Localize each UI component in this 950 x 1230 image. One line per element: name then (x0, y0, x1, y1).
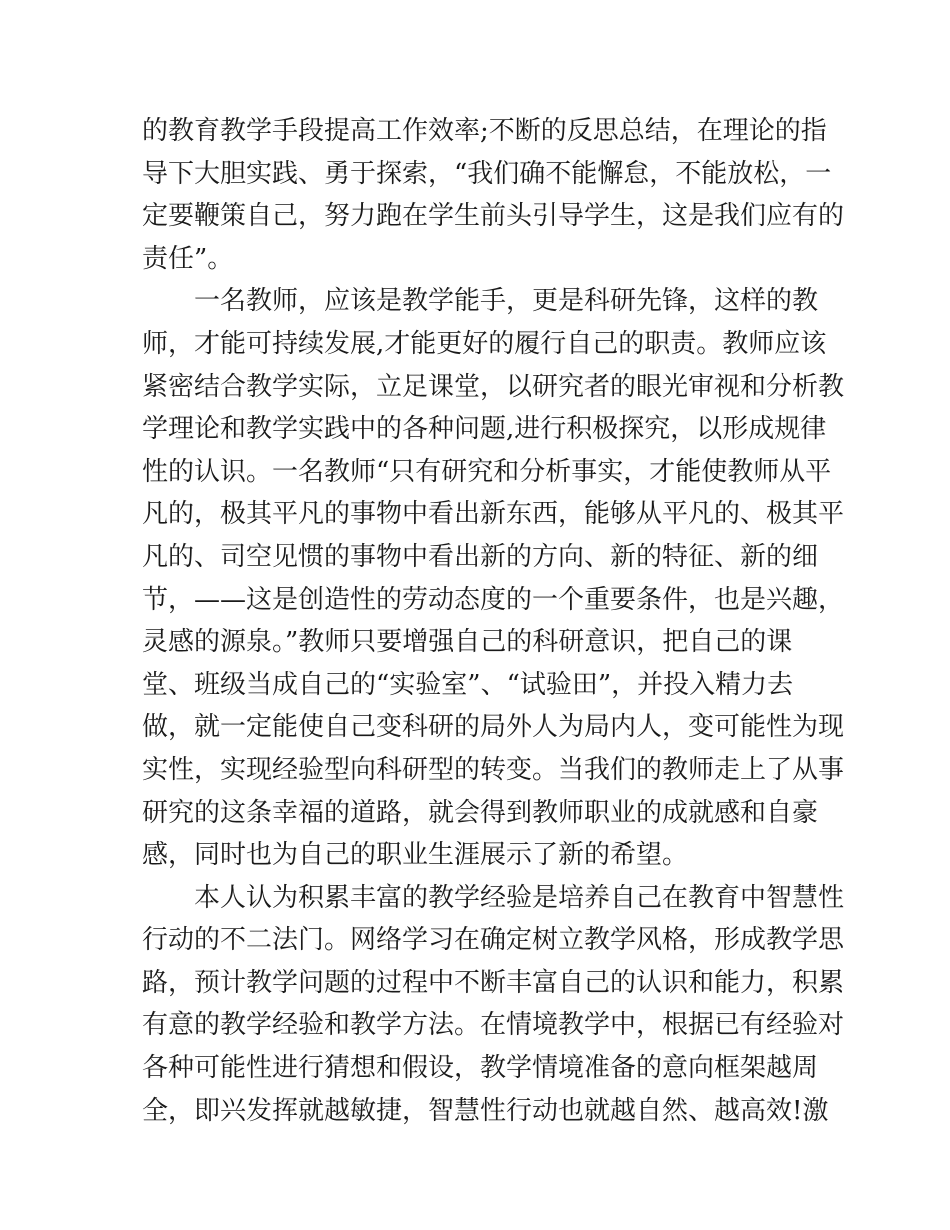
text-line: 行动的不二法门。网络学习在确定树立教学风格，形成教学思 (142, 925, 845, 956)
text-line: 节，——这是创造性的劳动态度的一个重要条件，也是兴趣， (142, 584, 845, 615)
text-line: 各种可能性进行猜想和假设，教学情境准备的意向框架越周 (142, 1053, 819, 1084)
text-line: 性的认识。一名教师“只有研究和分析事实，才能使教师从平 (142, 456, 832, 487)
text-line: 学理论和教学实践中的各种问题,进行积极探究，以形成规律 (142, 414, 827, 445)
text-line: 的教育教学手段提高工作效率;不断的反思总结，在理论的指 (142, 116, 827, 146)
text-line: 研究的这条幸福的道路，就会得到教师职业的成就感和自豪 (142, 797, 819, 828)
text-line: 定要鞭策自己，努力跑在学生前头引导学生，这是我们应有的 (142, 201, 845, 232)
text-line: 灵感的源泉。”教师只要增强自己的科研意识，把自己的课 (142, 627, 793, 658)
paragraph-first-line: 一名教师，应该是教学能手，更是科研先锋，这样的教 (194, 286, 819, 317)
text-line: 有意的教学经验和教学方法。在情境教学中，根据已有经验对 (142, 1010, 845, 1041)
text-line: 实性，实现经验型向科研型的转变。当我们的教师走上了从事 (142, 754, 845, 785)
text-line: 感，同时也为自己的职业生涯展示了新的希望。 (142, 840, 689, 871)
text-line: 导下大胆实践、勇于探索，“我们确不能懈怠，不能放松，一 (142, 158, 832, 189)
text-line: 紧密结合教学实际，立足课堂，以研究者的眼光审视和分析教 (142, 371, 845, 402)
text-line: 师，才能可持续发展,才能更好的履行自己的职责。教师应该 (142, 328, 827, 359)
text-line: 凡的，极其平凡的事物中看出新东西，能够从平凡的、极其平 (142, 499, 845, 530)
text-line: 做，就一定能使自己变科研的局外人为局内人，变可能性为现 (142, 712, 845, 743)
paragraph-first-line: 本人认为积累丰富的教学经验是培养自己在教育中智慧性 (194, 882, 845, 913)
body-text (142, 110, 845, 1132)
text-line: 全，即兴发挥就越敏捷，智慧性行动也就越自然、越高效!激 (142, 1095, 829, 1126)
text-line: 责任”。 (142, 243, 234, 274)
text-line: 路，预计教学问题的过程中不断丰富自己的认识和能力，积累 (142, 967, 845, 998)
text-line: 凡的、司空见惯的事物中看出新的方向、新的特征、新的细 (142, 541, 819, 572)
text-line: 堂、班级当成自己的“实验室”、“试验田”，并投入精力去 (142, 669, 794, 700)
